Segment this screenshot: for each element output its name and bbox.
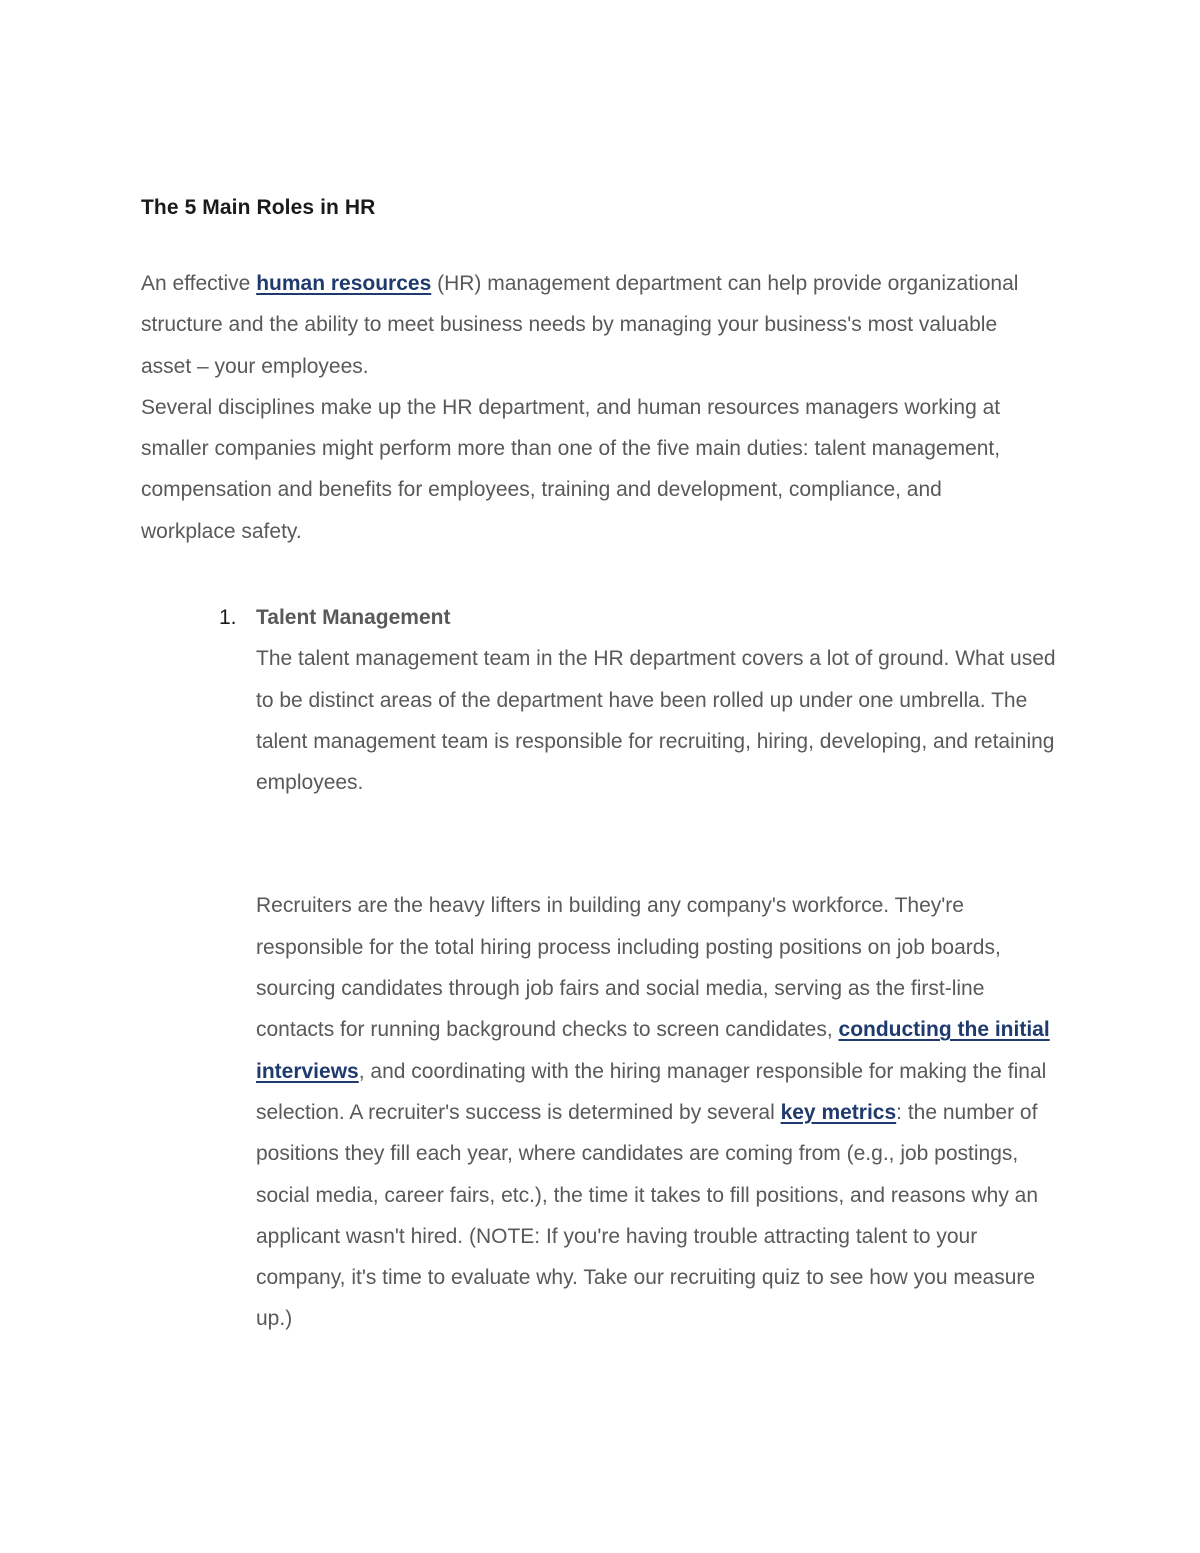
intro-section <box>141 263 1041 552</box>
intro-text-after-link: (HR) management department can help provide organizational structure and the ability to meet business needs by managing your business's most valuable asset – your employees. <box>141 272 1019 378</box>
intro-paragraph-2: Several disciplines make up the HR department, and human resources managers working at smaller companies might perform more than one of the five main duties: talent management, compensation and benefits for employees, training and development, compliance, and workplace safety. <box>141 395 1001 543</box>
role-p2-text-1: Recruiters are the heavy lifters in building any company's workforce. They're responsible for the total hiring process including posting positions on job boards, sourcing candidates through job fairs and social media, serving as the first-line contacts for running background checks to screen candidates, <box>256 894 1001 1042</box>
role-number: 1. <box>219 606 237 629</box>
key-metrics-link[interactable]: key metrics <box>780 1100 897 1124</box>
role-paragraph-1: The talent management team in the HR department covers a lot of ground. What used to be distinct areas of the department have been rolled up under one umbrella. The talent management team is responsible for recruiting, hiring, developing, and retaining employees. <box>256 647 1056 795</box>
role-p2-text-3: : the number of positions they fill each year, where candidates are coming from (e.g., job postings, social media, career fairs, etc.), the time it takes to fill positions, and reasons why an applicant wasn't hired. (NOTE: If you're having trouble attracting talent to your company, it's time to evaluate why. Take our recruiting quiz to see how you measure up.) <box>256 1100 1039 1331</box>
role-p2-text-2: , and coordinating with the hiring manager responsible for making the final selection. A recruiter's success is determined by several <box>256 1059 1047 1124</box>
conducting-interviews-link[interactable]: conducting the initial interviews <box>256 1018 1050 1083</box>
role-paragraph-2 <box>256 885 1056 1339</box>
intro-text-before-link: An effective <box>141 272 257 295</box>
document-title: The 5 Main Roles in HR <box>141 196 376 219</box>
intro-paragraph-1 <box>141 263 1041 387</box>
role-item-talent-management <box>219 597 1056 1340</box>
human-resources-link[interactable]: human resources <box>256 272 432 295</box>
roles-list <box>219 597 1056 1340</box>
role-heading: Talent Management <box>256 606 451 629</box>
